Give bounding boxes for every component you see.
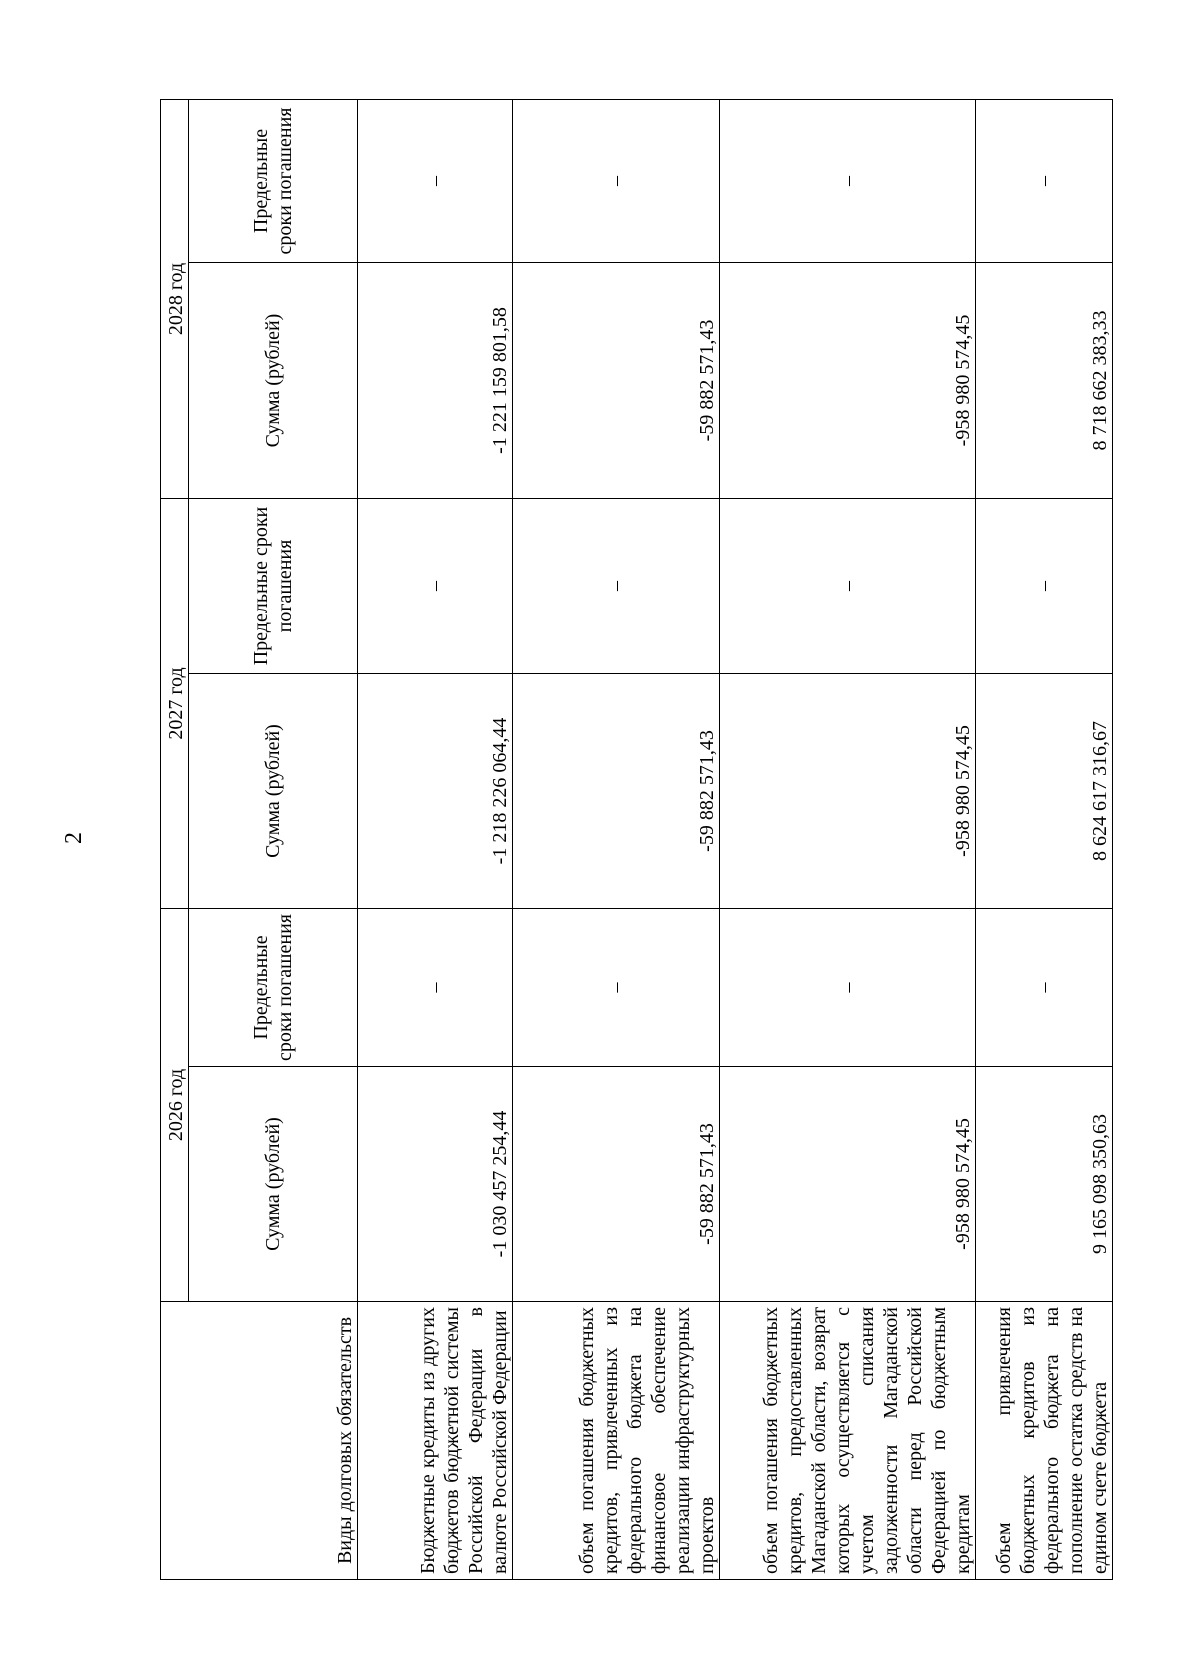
row-label: объем погашения бюджетных кредитов, предоставленных Магаданской области, возврат которых осуществляется с учетом списания задолженности Магаданской области перед Российской Федерацией по бюджетным кредитам: [720, 1302, 976, 1580]
sum-header-2028: Сумма (рублей): [189, 263, 358, 499]
row-label: объем привлечения бюджетных кредитов из федерального бюджета на пополнение остатка средств на едином счете бюджета: [976, 1302, 1113, 1580]
debt-obligations-table: [160, 99, 1113, 1580]
term-2027: –: [358, 499, 513, 674]
term-2026: –: [720, 909, 976, 1067]
year-header-2027: 2027 год: [161, 499, 189, 909]
year-header-2028: 2028 год: [161, 100, 189, 499]
sum-2028: -59 882 571,43: [513, 263, 720, 499]
term-2026: –: [513, 909, 720, 1067]
term-2027: –: [976, 499, 1113, 674]
sum-2026: -1 030 457 254,44: [358, 1067, 513, 1302]
sum-2027: -958 980 574,45: [720, 674, 976, 909]
term-header-2028: Предельные сроки погашения: [189, 100, 358, 263]
term-header-2026: Предельные сроки погашения: [189, 909, 358, 1067]
term-2026: –: [976, 909, 1113, 1067]
term-2028: –: [720, 100, 976, 263]
sum-2026: 9 165 098 350,63: [976, 1067, 1113, 1302]
sum-header-2027: Сумма (рублей): [189, 674, 358, 909]
term-2028: –: [976, 100, 1113, 263]
page-number: 2: [61, 832, 87, 844]
term-2027: –: [720, 499, 976, 674]
term-2028: –: [513, 100, 720, 263]
sum-2026: -958 980 574,45: [720, 1067, 976, 1302]
term-2028: –: [358, 100, 513, 263]
type-column-header: Виды долговых обязательств: [161, 1302, 358, 1580]
term-header-2027: Предельные сроки погашения: [189, 499, 358, 674]
table-row-infrastructure: [513, 100, 720, 1580]
row-label: объем погашения бюджетных кредитов, привлеченных из федерального бюджета на финансовое обеспечение реализации инфраструктурных проектов: [513, 1302, 720, 1580]
sum-header-2026: Сумма (рублей): [189, 1067, 358, 1302]
sum-2027: -59 882 571,43: [513, 674, 720, 909]
table-row-total: [358, 100, 513, 1580]
year-header-2026: 2026 год: [161, 909, 189, 1302]
table-row-write-off: [720, 100, 976, 1580]
sum-2026: -59 882 571,43: [513, 1067, 720, 1302]
term-2026: –: [358, 909, 513, 1067]
table-row-attraction: [976, 100, 1113, 1580]
sum-2028: -1 221 159 801,58: [358, 263, 513, 499]
term-2027: –: [513, 499, 720, 674]
sum-2028: -958 980 574,45: [720, 263, 976, 499]
row-label: Бюджетные кредиты из других бюджетов бюджетной системы Российской Федерации в валюте Российской Федерации: [358, 1302, 513, 1580]
rotated-table-container: [160, 100, 1111, 1580]
sum-2027: 8 624 617 316,67: [976, 674, 1113, 909]
sum-2027: -1 218 226 064,44: [358, 674, 513, 909]
sum-2028: 8 718 662 383,33: [976, 263, 1113, 499]
